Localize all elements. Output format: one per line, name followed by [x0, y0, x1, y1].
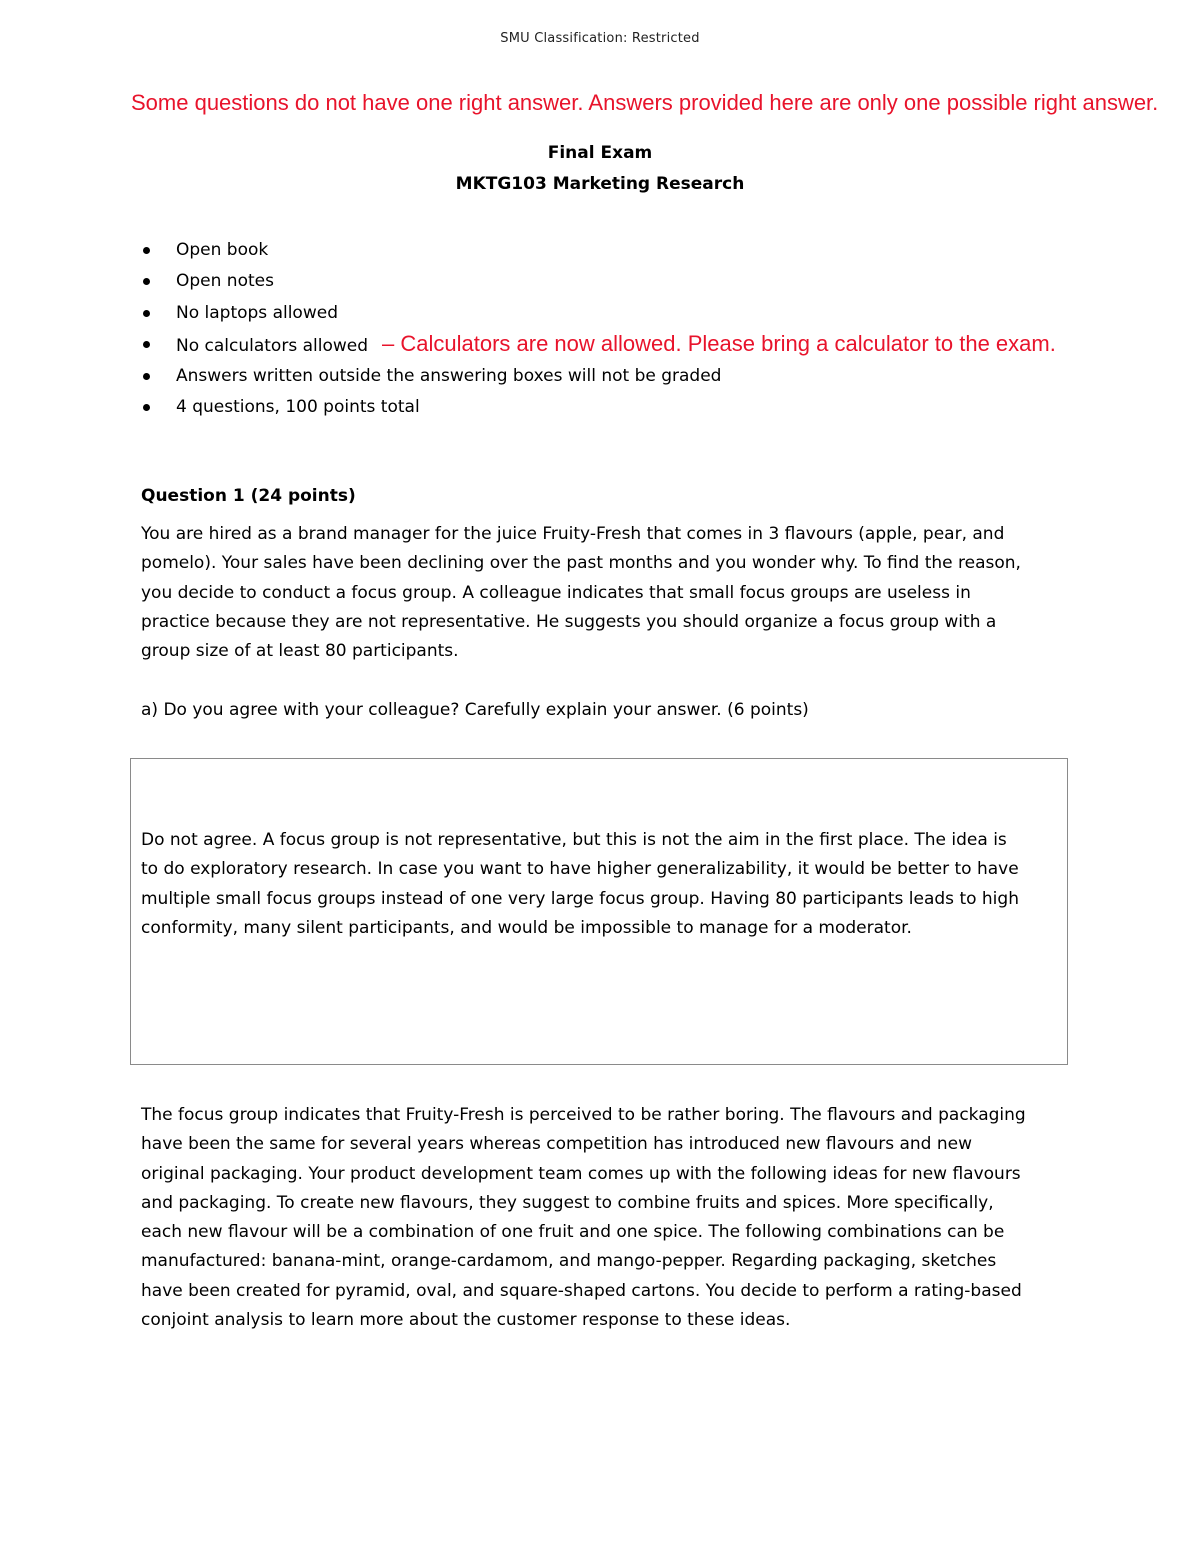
rule-item	[140, 269, 1056, 300]
classification-header: SMU Classification: Restricted	[500, 31, 700, 46]
exam-rules-list	[140, 238, 1056, 426]
paragraph-line: have been created for pyramid, oval, and square-shaped cartons. You decide to perform a rating-based	[141, 1280, 1022, 1301]
exam-title: Final Exam	[547, 143, 653, 163]
answer-line: Do not agree. A focus group is not representative, but this is not the aim in the first place. The idea is	[141, 830, 1007, 850]
rule-text: Open notes	[176, 271, 274, 292]
rule-text: Open book	[176, 240, 269, 260]
paragraph-line: manufactured: banana-mint, orange-cardamom, and mango-pepper. Regarding packaging, sketches	[141, 1251, 997, 1272]
rule-text: 4 questions, 100 points total	[176, 396, 420, 417]
answer-text	[141, 826, 1061, 943]
question-line: you decide to conduct a focus group. A colleague indicates that small focus groups are useless in	[141, 582, 971, 603]
rule-item	[140, 364, 1056, 395]
question-line: group size of at least 80 participants.	[141, 641, 459, 662]
rule-text: No laptops allowed	[176, 302, 338, 323]
question-body	[141, 520, 1071, 666]
sub-question-a: a) Do you agree with your colleague? Carefully explain your answer. (6 points)	[141, 700, 809, 720]
paragraph-line: original packaging. Your product development team comes up with the following ideas for new flavours	[141, 1163, 1021, 1184]
followup-paragraph	[141, 1101, 1071, 1335]
question-heading: Question 1 (24 points)	[141, 486, 356, 506]
bullet-icon	[143, 247, 150, 254]
rule-text: Answers written outside the answering boxes will not be graded	[176, 365, 722, 386]
paragraph-line: conjoint analysis to learn more about the customer response to these ideas.	[141, 1310, 791, 1331]
bullet-icon	[143, 404, 150, 411]
rule-item	[140, 301, 1056, 332]
rule-item	[140, 238, 1056, 269]
answer-line: to do exploratory research. In case you want to have higher generalizability, it would be better to have	[141, 859, 1019, 880]
question-line: practice because they are not representative. He suggests you should organize a focus group with a	[141, 611, 997, 632]
bullet-icon	[143, 373, 150, 380]
rule-item	[140, 332, 1056, 363]
paragraph-line: have been the same for several years whereas competition has introduced new flavours and new	[141, 1134, 973, 1155]
question-line: pomelo). Your sales have been declining over the past months and you wonder why. To find the reason,	[141, 553, 1021, 574]
exam-course: MKTG103 Marketing Research	[455, 174, 745, 194]
paragraph-line: each new flavour will be a combination of one fruit and one spice. The following combinations can be	[141, 1222, 1005, 1243]
calculator-note: – Calculators are now allowed. Please bring a calculator to the exam.	[382, 331, 1056, 357]
paragraph-line: The focus group indicates that Fruity-Fresh is perceived to be rather boring. The flavours and packaging	[141, 1105, 1026, 1125]
rule-item	[140, 395, 1056, 426]
paragraph-line: and packaging. To create new flavours, they suggest to combine fruits and spices. More specifically,	[141, 1192, 994, 1213]
answer-notice: Some questions do not have one right answer. Answers provided here are only one possible right answer.	[131, 90, 1159, 115]
question-line: You are hired as a brand manager for the juice Fruity-Fresh that comes in 3 flavours (apple, pear, and	[141, 524, 1005, 544]
bullet-icon	[143, 278, 150, 285]
bullet-icon	[143, 310, 150, 317]
answer-line: conformity, many silent participants, and would be impossible to manage for a moderator.	[141, 917, 912, 938]
rule-text: No calculators allowed	[176, 336, 369, 357]
answer-line: multiple small focus groups instead of one very large focus group. Having 80 participants leads to high	[141, 888, 1019, 909]
bullet-icon	[143, 341, 150, 348]
